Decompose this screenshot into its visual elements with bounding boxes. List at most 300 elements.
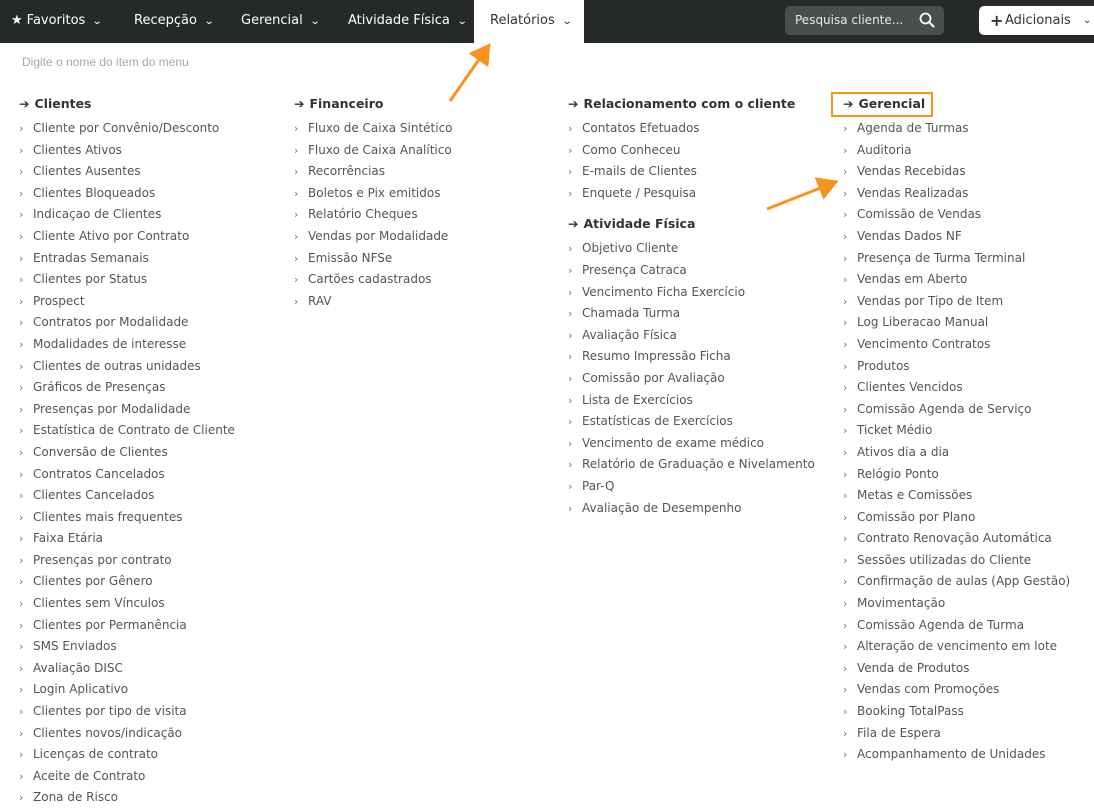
menu-item-label: Cartões cadastrados — [308, 272, 432, 287]
menu-item[interactable] — [568, 260, 815, 282]
chevron-right-icon: › — [19, 510, 24, 524]
chevron-right-icon: › — [568, 479, 573, 493]
star-icon: ★ — [11, 13, 23, 28]
menu-item[interactable] — [19, 464, 235, 486]
menu-item-label: Clientes de outras unidades — [33, 358, 201, 373]
chevron-right-icon: › — [843, 597, 848, 611]
menu-item-label: Clientes novos/indicação — [33, 725, 183, 740]
menu-item-label: Avaliação DISC — [33, 660, 123, 675]
menu-item-label: Clientes Ausentes — [33, 164, 141, 179]
menu-item[interactable] — [19, 658, 235, 680]
menu-item[interactable] — [843, 140, 1070, 162]
section-title-label: Gerencial — [858, 96, 926, 111]
adicionar-label: Adicionais — [1005, 13, 1071, 28]
menu-item[interactable] — [19, 679, 235, 701]
menu-item-label: Acompanhamento de Unidades — [857, 747, 1046, 762]
menu-item[interactable] — [568, 303, 815, 325]
chevron-right-icon: › — [568, 371, 573, 385]
column-gerencial — [843, 94, 1070, 766]
menu-item[interactable] — [294, 226, 453, 248]
chevron-right-icon: › — [843, 618, 848, 632]
menu-item[interactable] — [843, 377, 1070, 399]
section-title-atividade-fisica — [568, 214, 815, 234]
menu-item-label: Como Conheceu — [582, 142, 681, 157]
menu-item[interactable] — [843, 528, 1070, 550]
menu-item-label: Vencimento Ficha Exercício — [582, 284, 746, 299]
menu-item[interactable] — [568, 346, 815, 368]
menu-item[interactable] — [843, 636, 1070, 658]
chevron-right-icon: › — [19, 769, 24, 783]
chevron-right-icon: › — [19, 381, 24, 395]
chevron-right-icon: › — [19, 489, 24, 503]
menu-item[interactable] — [843, 464, 1070, 486]
menu-item-label: Clientes Cancelados — [33, 488, 155, 503]
menu-item[interactable] — [19, 636, 235, 658]
chevron-down-icon: ⌄ — [1083, 15, 1092, 26]
menu-item[interactable] — [19, 118, 235, 140]
menu-item-label: Clientes por Status — [33, 272, 148, 287]
menu-item-label: Objetivo Cliente — [582, 241, 679, 256]
section-title-label: Clientes — [34, 96, 92, 111]
chevron-right-icon: › — [568, 436, 573, 450]
menu-item[interactable] — [19, 528, 235, 550]
menu-item-label: Zona de Risco — [33, 790, 119, 805]
menu-filter-input[interactable]: Digite o nome do item do menu — [22, 55, 189, 69]
menu-item[interactable] — [19, 312, 235, 334]
chevron-right-icon: › — [19, 597, 24, 611]
nav-relatorios-label: Relatórios — [490, 13, 555, 28]
menu-item-label: Confirmação de aulas (App Gestão) — [857, 574, 1071, 589]
chevron-right-icon: › — [19, 618, 24, 632]
menu-item[interactable] — [19, 766, 235, 788]
menu-item[interactable] — [568, 140, 815, 162]
menu-item[interactable] — [843, 118, 1070, 140]
chevron-right-icon: › — [19, 186, 24, 200]
chevron-right-icon: › — [19, 424, 24, 438]
nav-favoritos[interactable] — [11, 0, 102, 43]
menu-item[interactable] — [294, 118, 453, 140]
chevron-right-icon: › — [19, 122, 24, 135]
menu-item[interactable] — [843, 334, 1070, 356]
menu-item-label: Avaliação Física — [582, 327, 677, 342]
chevron-down-icon: ⌄ — [92, 16, 103, 27]
chevron-right-icon: › — [568, 328, 573, 342]
menu-item-label: Comissão por Plano — [857, 509, 976, 524]
menu-item[interactable] — [843, 399, 1070, 421]
menu-item[interactable] — [843, 615, 1070, 637]
chevron-right-icon: › — [19, 273, 24, 287]
menu-item[interactable] — [843, 571, 1070, 593]
chevron-right-icon: › — [294, 229, 299, 243]
menu-item-label: Fila de Espera — [857, 725, 941, 740]
arrow-right-icon: ➔ — [568, 96, 579, 111]
list-clientes — [19, 118, 235, 809]
menu-item[interactable] — [843, 183, 1070, 205]
chevron-right-icon: › — [843, 337, 848, 351]
menu-item-label: Vencimento Contratos — [857, 336, 991, 351]
column-clientes — [19, 94, 235, 809]
menu-item[interactable] — [843, 420, 1070, 442]
menu-item-label: Produtos — [857, 358, 910, 373]
menu-item[interactable] — [843, 679, 1070, 701]
menu-item[interactable] — [19, 356, 235, 378]
annotation-arrow — [450, 48, 487, 101]
chevron-right-icon: › — [568, 393, 573, 407]
chevron-right-icon: › — [19, 553, 24, 567]
chevron-right-icon: › — [568, 242, 573, 256]
menu-item-label: Vendas Recebidas — [857, 164, 966, 179]
arrow-right-icon: ➔ — [294, 96, 305, 111]
menu-item[interactable] — [843, 356, 1070, 378]
menu-item-label: Indicaçao de Clientes — [33, 207, 162, 222]
nav-recepcao-label: Recepção — [134, 13, 197, 28]
chevron-right-icon: › — [19, 467, 24, 481]
menu-item-label: Boletos e Pix emitidos — [308, 185, 441, 200]
menu-item[interactable] — [843, 744, 1070, 766]
chevron-right-icon: › — [568, 307, 573, 321]
menu-item-label: Emissão NFSe — [308, 250, 393, 265]
chevron-right-icon: › — [294, 294, 299, 308]
menu-item-label: Agenda de Turmas — [857, 121, 969, 135]
menu-item[interactable] — [19, 140, 235, 162]
menu-item-label: Clientes Ativos — [33, 142, 122, 157]
chevron-right-icon: › — [843, 575, 848, 589]
menu-item-label: Presença Catraca — [582, 262, 687, 277]
chevron-right-icon: › — [294, 273, 299, 287]
menu-item[interactable] — [294, 248, 453, 270]
chevron-right-icon: › — [843, 165, 848, 179]
chevron-right-icon: › — [843, 208, 848, 222]
menu-item-label: Clientes mais frequentes — [33, 509, 183, 524]
nav-gerencial-label: Gerencial — [241, 13, 303, 28]
chevron-right-icon: › — [294, 208, 299, 222]
chevron-right-icon: › — [294, 122, 299, 135]
menu-item-label: Login Aplicativo — [33, 682, 129, 697]
menu-item-label: Auditoria — [857, 142, 912, 157]
menu-item-label: Enquete / Pesquisa — [582, 185, 697, 200]
menu-item[interactable] — [294, 183, 453, 205]
menu-item-label: Clientes por Permanência — [33, 617, 187, 632]
chevron-right-icon: › — [19, 640, 24, 654]
menu-item[interactable] — [843, 248, 1070, 270]
chevron-down-icon: ⌄ — [561, 16, 573, 27]
menu-item[interactable] — [843, 550, 1070, 572]
menu-item-label: Licenças de contrato — [33, 747, 159, 762]
chevron-right-icon: › — [843, 705, 848, 719]
chevron-right-icon: › — [19, 294, 24, 308]
chevron-right-icon: › — [843, 381, 848, 395]
menu-item[interactable] — [19, 550, 235, 572]
menu-item[interactable] — [19, 399, 235, 421]
menu-item[interactable] — [294, 140, 453, 162]
chevron-right-icon: › — [19, 445, 24, 459]
chevron-right-icon: › — [294, 251, 299, 265]
menu-item-label: Ticket Médio — [857, 423, 933, 438]
chevron-right-icon: › — [568, 458, 573, 472]
menu-item-label: Faixa Etária — [33, 531, 104, 546]
list-relacionamento — [568, 118, 815, 204]
menu-item[interactable] — [568, 183, 815, 205]
column-financeiro — [294, 94, 453, 312]
plus-icon: + — [990, 11, 1004, 30]
arrow-right-icon: ➔ — [19, 96, 30, 111]
menu-item-label: Relatório de Graduação e Nivelamento — [582, 457, 815, 472]
list-atividade-fisica — [568, 238, 815, 519]
menu-item[interactable] — [843, 269, 1070, 291]
chevron-right-icon: › — [19, 575, 24, 589]
menu-item[interactable] — [19, 787, 235, 809]
nav-atividade-fisica[interactable] — [348, 0, 466, 43]
chevron-right-icon: › — [843, 402, 848, 416]
menu-item[interactable] — [843, 291, 1070, 313]
menu-item[interactable] — [294, 161, 453, 183]
nav-gerencial[interactable] — [241, 0, 319, 43]
gerencial-highlight-box — [831, 92, 933, 117]
nav-atividade-fisica-label: Atividade Física — [348, 13, 450, 28]
menu-item-label: Contrato Renovação Automática — [857, 531, 1052, 546]
menu-item-label: Recorrências — [308, 164, 386, 179]
chevron-right-icon: › — [19, 661, 24, 675]
chevron-right-icon: › — [19, 726, 24, 740]
menu-item[interactable] — [843, 658, 1070, 680]
menu-item-label: Vendas por Modalidade — [308, 228, 449, 243]
menu-item[interactable] — [19, 183, 235, 205]
menu-item-label: Fluxo de Caixa Sintético — [308, 121, 453, 135]
chevron-right-icon: › — [294, 186, 299, 200]
chevron-right-icon: › — [568, 143, 573, 157]
menu-item[interactable] — [19, 377, 235, 399]
menu-item-label: Alteração de vencimento em lote — [857, 639, 1058, 654]
chevron-down-icon: ⌄ — [203, 16, 215, 27]
chevron-right-icon: › — [294, 165, 299, 179]
menu-item-label: E-mails de Clientes — [582, 164, 697, 179]
chevron-right-icon: › — [843, 143, 848, 157]
menu-item[interactable] — [19, 248, 235, 270]
menu-item-label: Movimentação — [857, 596, 946, 611]
menu-item-label: Aceite de Contrato — [33, 768, 146, 783]
menu-item-label: Gráficos de Presenças — [33, 380, 166, 395]
adicionar-button[interactable] — [979, 6, 1094, 35]
menu-item-label: Estatísticas de Exercícios — [582, 414, 733, 429]
menu-item[interactable] — [19, 334, 235, 356]
list-gerencial — [843, 118, 1070, 766]
menu-item[interactable] — [568, 454, 815, 476]
chevron-right-icon: › — [843, 726, 848, 740]
chevron-right-icon: › — [568, 415, 573, 429]
menu-item[interactable] — [843, 593, 1070, 615]
menu-item-label: Clientes por Gênero — [33, 574, 153, 589]
menu-item-label: Contratos por Modalidade — [33, 315, 189, 330]
menu-item[interactable] — [568, 118, 815, 140]
chevron-right-icon: › — [843, 683, 848, 697]
chevron-right-icon: › — [843, 122, 848, 135]
menu-item-label: Clientes Vencidos — [857, 380, 963, 395]
search-placeholder: Pesquisa cliente... — [795, 13, 904, 27]
menu-item[interactable] — [843, 701, 1070, 723]
menu-item[interactable] — [19, 744, 235, 766]
menu-item-label: Relógio Ponto — [857, 466, 939, 481]
menu-item-label: Vendas por Tipo de Item — [857, 293, 1004, 308]
menu-item[interactable] — [843, 204, 1070, 226]
menu-item[interactable] — [19, 226, 235, 248]
nav-relatorios[interactable] — [474, 0, 584, 43]
chevron-right-icon: › — [19, 532, 24, 546]
menu-item[interactable] — [843, 312, 1070, 334]
menu-item-label: Clientes sem Vínculos — [33, 596, 165, 611]
menu-item-label: Comissão Agenda de Serviço — [857, 401, 1032, 416]
menu-item[interactable] — [843, 485, 1070, 507]
arrow-right-icon: ➔ — [568, 216, 579, 232]
menu-item-label: Modalidades de interesse — [33, 336, 187, 351]
chevron-right-icon: › — [843, 273, 848, 287]
menu-item[interactable] — [19, 204, 235, 226]
menu-item-label: Booking TotalPass — [857, 704, 964, 719]
menu-item-label: Ativos dia a dia — [857, 444, 950, 459]
menu-item-label: Conversão de Clientes — [33, 444, 168, 459]
menu-item[interactable] — [19, 420, 235, 442]
section-title-label: Atividade Física — [583, 216, 696, 232]
menu-item-label: Estatística de Contrato de Cliente — [33, 423, 235, 438]
menu-item[interactable] — [19, 442, 235, 464]
chevron-right-icon: › — [19, 402, 24, 416]
column-relacionamento — [568, 94, 815, 519]
menu-item-label: Log Liberacao Manual — [857, 315, 989, 330]
chevron-right-icon: › — [843, 553, 848, 567]
chevron-right-icon: › — [568, 186, 573, 200]
arrow-right-icon: ➔ — [843, 96, 854, 111]
chevron-right-icon: › — [19, 208, 24, 222]
menu-item[interactable] — [568, 476, 815, 498]
menu-item[interactable] — [19, 723, 235, 745]
menu-item[interactable] — [568, 390, 815, 412]
section-title-clientes — [19, 94, 235, 114]
menu-item-label: Cliente Ativo por Contrato — [33, 228, 190, 243]
menu-item[interactable] — [843, 226, 1070, 248]
chevron-right-icon: › — [294, 143, 299, 157]
search-client-input[interactable] — [785, 6, 944, 35]
menu-item[interactable] — [19, 291, 235, 313]
menu-item-label: Chamada Turma — [582, 306, 681, 321]
chevron-right-icon: › — [19, 337, 24, 351]
menu-item-label: Metas e Comissões — [857, 488, 973, 503]
menu-item[interactable] — [19, 485, 235, 507]
section-title-financeiro — [294, 94, 453, 114]
menu-item[interactable] — [19, 615, 235, 637]
menu-item-label: Sessões utilizadas do Cliente — [857, 552, 1032, 567]
menu-item-label: Vendas em Aberto — [857, 272, 968, 287]
menu-item-label: Clientes Bloqueados — [33, 185, 156, 200]
menu-item[interactable] — [19, 269, 235, 291]
menu-item-label: Vendas Dados NF — [857, 228, 962, 243]
chevron-right-icon: › — [19, 748, 24, 762]
menu-item-label: Fluxo de Caixa Analítico — [308, 142, 452, 157]
chevron-right-icon: › — [19, 251, 24, 265]
menu-item[interactable] — [568, 411, 815, 433]
section-title-label: Relacionamento com o cliente — [583, 96, 796, 111]
chevron-right-icon: › — [568, 285, 573, 299]
chevron-right-icon: › — [843, 748, 848, 762]
chevron-right-icon: › — [843, 424, 848, 438]
list-financeiro — [294, 118, 453, 312]
nav-recepcao[interactable] — [134, 0, 213, 43]
chevron-right-icon: › — [843, 445, 848, 459]
menu-item[interactable] — [568, 498, 815, 520]
nav-favoritos-label: Favoritos — [26, 13, 86, 28]
menu-item-label: Comissão por Avaliação — [582, 370, 725, 385]
chevron-down-icon: ⌄ — [309, 16, 321, 27]
menu-item[interactable] — [568, 282, 815, 304]
menu-item-label: SMS Enviados — [33, 639, 117, 654]
chevron-right-icon: › — [843, 640, 848, 654]
chevron-right-icon: › — [843, 316, 848, 330]
menu-item-label: Vendas com Promoções — [857, 682, 1000, 697]
chevron-right-icon: › — [843, 251, 848, 265]
menu-item-label: RAV — [308, 293, 332, 308]
menu-item[interactable] — [19, 571, 235, 593]
menu-item[interactable] — [568, 238, 815, 260]
menu-item[interactable] — [19, 593, 235, 615]
menu-item-label: Venda de Produtos — [857, 660, 970, 675]
chevron-right-icon: › — [568, 501, 573, 515]
section-title-label: Financeiro — [309, 96, 384, 111]
chevron-right-icon: › — [843, 510, 848, 524]
menu-item-label: Presenças por Modalidade — [33, 401, 191, 416]
menu-item-label: Cliente por Convênio/Desconto — [33, 121, 220, 135]
chevron-right-icon: › — [843, 229, 848, 243]
menu-item-label: Vendas Realizadas — [857, 185, 969, 200]
menu-item-label: Entradas Semanais — [33, 250, 149, 265]
menu-item-label: Relatório Cheques — [308, 207, 418, 222]
menu-item-label: Resumo Impressão Ficha — [582, 349, 731, 364]
menu-item-label: Presença de Turma Terminal — [857, 250, 1026, 265]
section-title-relacionamento — [568, 94, 815, 114]
menu-item[interactable] — [843, 507, 1070, 529]
menu-item[interactable] — [568, 161, 815, 183]
menu-item[interactable] — [294, 269, 453, 291]
top-navbar — [0, 0, 1094, 43]
menu-item[interactable] — [294, 204, 453, 226]
menu-item[interactable] — [568, 433, 815, 455]
chevron-right-icon: › — [19, 229, 24, 243]
chevron-right-icon: › — [19, 359, 24, 373]
menu-item[interactable] — [843, 161, 1070, 183]
chevron-right-icon: › — [19, 683, 24, 697]
menu-item-label: Avaliação de Desempenho — [582, 500, 742, 515]
chevron-right-icon: › — [568, 263, 573, 277]
menu-item[interactable] — [568, 368, 815, 390]
menu-item[interactable] — [294, 291, 453, 313]
menu-item-label: Lista de Exercícios — [582, 392, 693, 407]
menu-item[interactable] — [19, 507, 235, 529]
chevron-right-icon: › — [19, 316, 24, 330]
chevron-right-icon: › — [568, 165, 573, 179]
menu-item-label: Contatos Efetuados — [582, 121, 700, 135]
search-icon[interactable] — [919, 12, 935, 28]
chevron-right-icon: › — [843, 467, 848, 481]
menu-item[interactable] — [843, 723, 1070, 745]
menu-item[interactable] — [843, 442, 1070, 464]
menu-item[interactable] — [19, 701, 235, 723]
menu-item-label: Comissão Agenda de Turma — [857, 617, 1025, 632]
menu-item-label: Clientes por tipo de visita — [33, 704, 187, 719]
menu-item-label: Contratos Cancelados — [33, 466, 165, 481]
chevron-right-icon: › — [843, 532, 848, 546]
menu-item-label: Prospect — [33, 293, 85, 308]
chevron-right-icon: › — [568, 122, 573, 135]
chevron-right-icon: › — [843, 359, 848, 373]
menu-item[interactable] — [19, 161, 235, 183]
menu-item[interactable] — [568, 325, 815, 347]
